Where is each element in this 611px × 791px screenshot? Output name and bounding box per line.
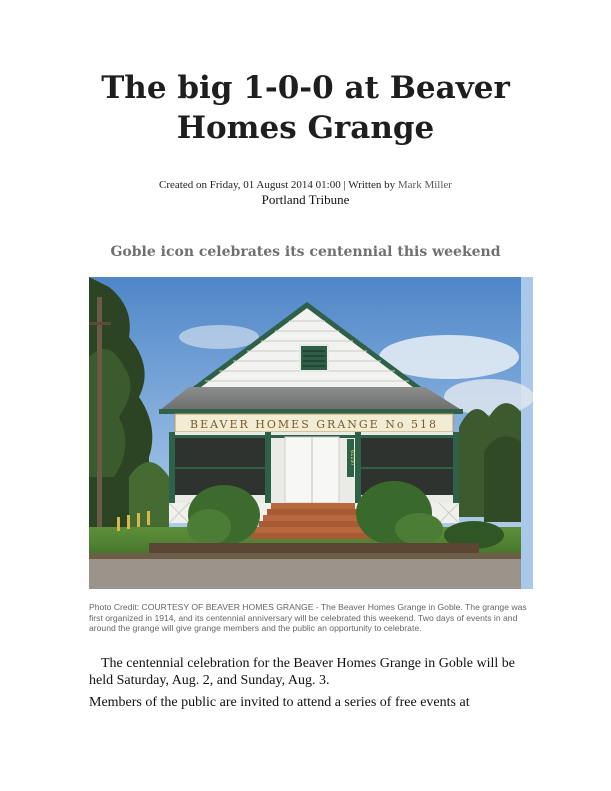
photo-caption: Photo Credit: COURTESY OF BEAVER HOMES GRANGE - The Beaver Homes Grange in Goble. The grange was first organized in 1914, and its centennial anniversary will be celebrated this weekend. Two days of events in and around the grange will give grange members and the public an opportunity to celebrate. — [89, 602, 527, 633]
article-source: Portland Tribune — [261, 192, 350, 207]
body-paragraph-2: Members of the public are invited to attend a series of free events at — [89, 695, 470, 710]
grange-sign-text: BEAVER HOMES GRANGE No 518 — [190, 418, 438, 431]
article-subheading: Goble icon celebrates its centennial this weekend — [110, 244, 501, 260]
article-meta — [0, 179, 611, 192]
created-label: Created on Friday, 01 August 2014 01:00 | Written by — [159, 179, 398, 191]
body-paragraph-1: The centennial celebration for the Beaver Homes Grange in Goble will be held Saturday, Aug. 2, and Sunday, Aug. 3. — [89, 656, 516, 688]
article-title — [60, 68, 551, 148]
article-title-line-1: The big 1-0-0 at Beaver — [101, 70, 510, 106]
article-title-line-2: Homes Grange — [176, 110, 435, 146]
door-number-text: 61197 — [349, 450, 355, 466]
author-name: Mark Miller — [397, 179, 452, 191]
grange-photo — [89, 277, 533, 589]
